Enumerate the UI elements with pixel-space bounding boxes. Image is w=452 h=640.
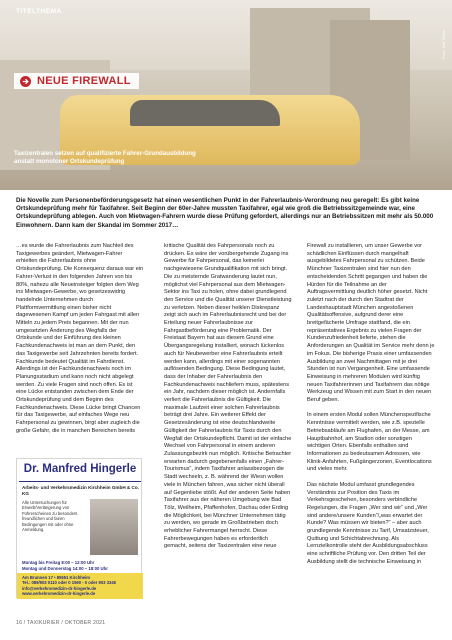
ad-photo bbox=[90, 499, 138, 555]
ad-email[interactable]: info@verkehrsmedizin-dr-hingerle.de bbox=[22, 585, 97, 591]
ad-hours-line: Montag und Donnerstag 14:00 – 18:00 Uhr bbox=[22, 565, 108, 571]
photo-credit: Foto: Taxi Times bbox=[441, 30, 446, 60]
subtitle-line: anstatt monotoner Ortskundeprüfung bbox=[14, 158, 125, 165]
subtitle bbox=[14, 150, 434, 166]
lead-paragraph: Die Novelle zum Personenbeförderungsgesetz hat einen wesentlichen Punkt in der Fahrerlaubnis-Verordnung neu geregelt: Es gibt keine Ortskundeprüfung mehr für Taxifahrer. Seit Beginn der 60er-Jahre mussten Taxifahrer, egal wie groß die Betriebssitzgemeinde war, eine Ortskundeprüfung ablegen. Auch von Mietwagen-Fahrern wurde diese Prüfung gefordert, allerdings nur an Betriebssitzen mit mehr als 50.000 Einwohnern. Dann kam der Skandal im Sommer 2017… bbox=[16, 197, 434, 229]
subtitle-line: Taxizentralen setzen auf qualifizierte Fahrer-Grundausbildung bbox=[14, 150, 196, 157]
ad-address: Am Brunnen 17 • 85551 Kirchheim bbox=[22, 575, 91, 580]
headline-box bbox=[14, 73, 139, 89]
divider bbox=[19, 481, 141, 482]
arrow-right-icon bbox=[20, 76, 31, 87]
ad-body: Alle Untersuchungen für Erwerb/Verlängerung von Führerscheinen zu besonders freundlichen und fairen Bedingungen mit oder ohne Anmeldung. bbox=[22, 500, 78, 533]
ad-hours-line: Montag bis Freitag 8:00 – 12:00 Uhr bbox=[22, 560, 95, 565]
ad-contact bbox=[17, 573, 143, 599]
ad-title: Arbeits- und Verkehrsmedizin Kirchheim GmbH & Co. KG bbox=[22, 485, 139, 496]
ad-phone: Tel.: 089/903 0110 oder 0 1590 - 0 oder 903 3346 bbox=[22, 580, 116, 586]
article-column-2: kritische Qualität des Fahrpersonals noch zu drücken. Es wäre der vorübergehende Zugang ins Gewerbe für Fahrpersonal, das keinerlei nachgewiesene Grundqualifikation mit sich bringt. Die zu meisternde Gratwanderung lautet nun, möglichst viel Fahrpersonal aus dem Mietwagen-Sektor ins Taxi zu holen, ohne dabei grundlegend den Service und die Qualität unserer Dienstleistung zu verletzen. Neben dieser heiklen Diskrepanz zeigt sich auch im Fahrerlaubnisrecht und bei der Erteilung neuer Fahrerlaubnisse zur Fahrgastbeförderung eine Problematik. Der Freistaat Bayern hat aus diesem Grund eine Übergangsregelung installiert, wonach lückenlos auch für Neubewerber eine Fahrerlaubnis erteilt werden kann, allerdings mit einer sogenannten auflösenden Bedingung. Diese Bedingung lautet, dass der Inhaber der Fahrerlaubnis den Fachkundenachweis nachliefern muss, spätestens ein Jahr, nachdem dieser möglich ist. Andernfalls verliert die Fahrerlaubnis die Gültigkeit. Die maximale Laufzeit einer solchen Fahrerlaubnis beträgt drei Jahre. Ein weiterer Effekt der Gesetzesänderung ist eine deutschlandweite Gültigkeit der Fahrerlaubnis für Taxis durch den Wegfall der Ortskundepflicht. Damit ist der einfache Wechsel von Fahrpersonal in einem anderen Zulassungsbezirk nun möglich. Kritische Betrachter erwarten dadurch gegebenenfalls einen „Fahrer-Tourismus“, indem Taxifahrer anlassbezogen die Stadt wechseln, z. B. während der Wiesn wollen viele in München fahren, was sicher nicht überall auf Gegenliebe stößt. Auf der anderen Seite haben Taxifahrer aus der näheren Umgebung wie Bad Tölz, Weilheim, Pfaffenhofen, Dachau oder Erding die Möglichkeit, bei Münchner Unternehmen tätig zu werden, wo gerade im Großbetrieben doch erheblicher Fahrermangel herrscht. Diese Fahrerbewegungen haben es erfordertlich gemacht, seitens der Taxizentralen eine neue bbox=[164, 243, 292, 550]
ad-hours bbox=[22, 560, 140, 571]
article-column-3: Firewall zu installieren, um unser Gewerbe vor schädlichen Einflüssen durch mangelhaft ausgebildetes Fahrpersonal zu schützen. Beide Münchner Taxizentralen sind hier nun den entscheidenden Schritt gegangen und haben die Hürden für die Teilnahme an der Auftragsvermittlung deutlich höher gesetzt. Nicht zuletzt nach der durch den Stadtrat der Landeshauptstadt München angestoßenen Qualitätsoffensive, aufgrund derer eine breitgefächerte Umfrage stattfand, die ein repräsentatives Ergebnis zu vielen Fragen der Kundenzufriedenheit lieferte, stehen die Anforderungen an Qualität im Service mehr denn je im Fokus. Die bisherige Praxis einer umfassenden Ausbildung an zwei Nachmittagen mit je drei Stunden ist nun Vergangenheit. Eine umfassende Einweisung in mehreren Modulen wird künftig neuen Taxifahrerinnen und Taxifahrern das nötige Werkzeug und Wissen mit zum Start in den neuen Beruf geben. In einem ersten Modul sollen Münchenspezifische Kenntnisse vermittelt werden, wie z.B. spezielle Betriebsabläufe am Flughafen, an der Messe, am Hauptbahnhof, am Stadion oder sonstigen wichtigen Orten. Ebenfalls enthalten sind Informationen zu bedeutsamen Adressen, wie Klinik-Anfahrten, Fußgängerzonen, Eventlocations und vieles mehr. Das nächste Modul umfasst grundlegendes Verständnis zur Position des Taxis im Verkehrsgeschehen, besonders verbindliche Regelungen, die Fragen „Wer sind wir“ und „Wer sind andere/unsere Kunden“/„was erwartet der Kunde? Was müssen wir bieten?“ – aber auch grundlegende Kenntnisse zu Tarif, Umsatzsteuer, Quittung und Schichtabrechnung. Als Lernzielkontrolle steht der Ausbildungsabschluss eine schriftliche Prüfung vor. Den dritten Teil der Ausbildung stellt die technische Einweisung in bbox=[307, 243, 435, 565]
article-column-1: …es wurde die Fahrerlaubnis zum Nachteil des Taxigewerbes geändert, Mietwagen-Fahrer erhielten die Fahrerlaubnis ohne Ortskundeprüfung. Die Konsequenz daraus war ein Fahrer-Verlust in den folgenden Jahren von bis 80%, nahezu alle Neueinsteiger folgten dem Weg ins Mietwagen-Gewerbe, wo gesetzeswidrig handelnde Unternehmen durch Plattformvermittlung einen bisher nicht dagewesenen Kampf um jeden Fahrgast mit allen Mitteln zu jedem Preis begannen. Mit der nun umgesetzten Änderung des Wegfalls der Ortskunde und der Einführung des kleinen Fachkundenachweis ist man an dem Punkt, den das Taxigewerbe seit Jahrzehnten bereits fordert. Fachkunde bedeutet Qualität im Fahrdienst. Allerdings ist der Fachkundenachweis noch im Planungsstadium und kann noch nicht abgelegt werden. Zu viele Fragen sind noch offen. Es ist eine Lücke entstanden zwischen dem Ende der Ortskundeprüfung und dem Beginn des Fachkundenachweis. Diese Lücke bringt Chancen für das Taxigewerbe, auf einfaches Wege neu Fahrpersonal zu gewinnen, birgt aber zugleich die große Gefahr, die in manchen Bereichen bereits bbox=[16, 243, 144, 434]
ad-name: Dr. Manfred Hingerle bbox=[23, 463, 137, 475]
headline: NEUE FIREWALL bbox=[37, 75, 131, 87]
advertisement bbox=[16, 458, 142, 598]
ad-website[interactable]: www.verkehrsmedizin-dr-hingerle.de bbox=[22, 591, 96, 597]
section-label: TITELTHEMA bbox=[16, 8, 62, 15]
page-footer: 16 / TAXIKURIER / OKTOBER 2021 bbox=[16, 620, 106, 626]
